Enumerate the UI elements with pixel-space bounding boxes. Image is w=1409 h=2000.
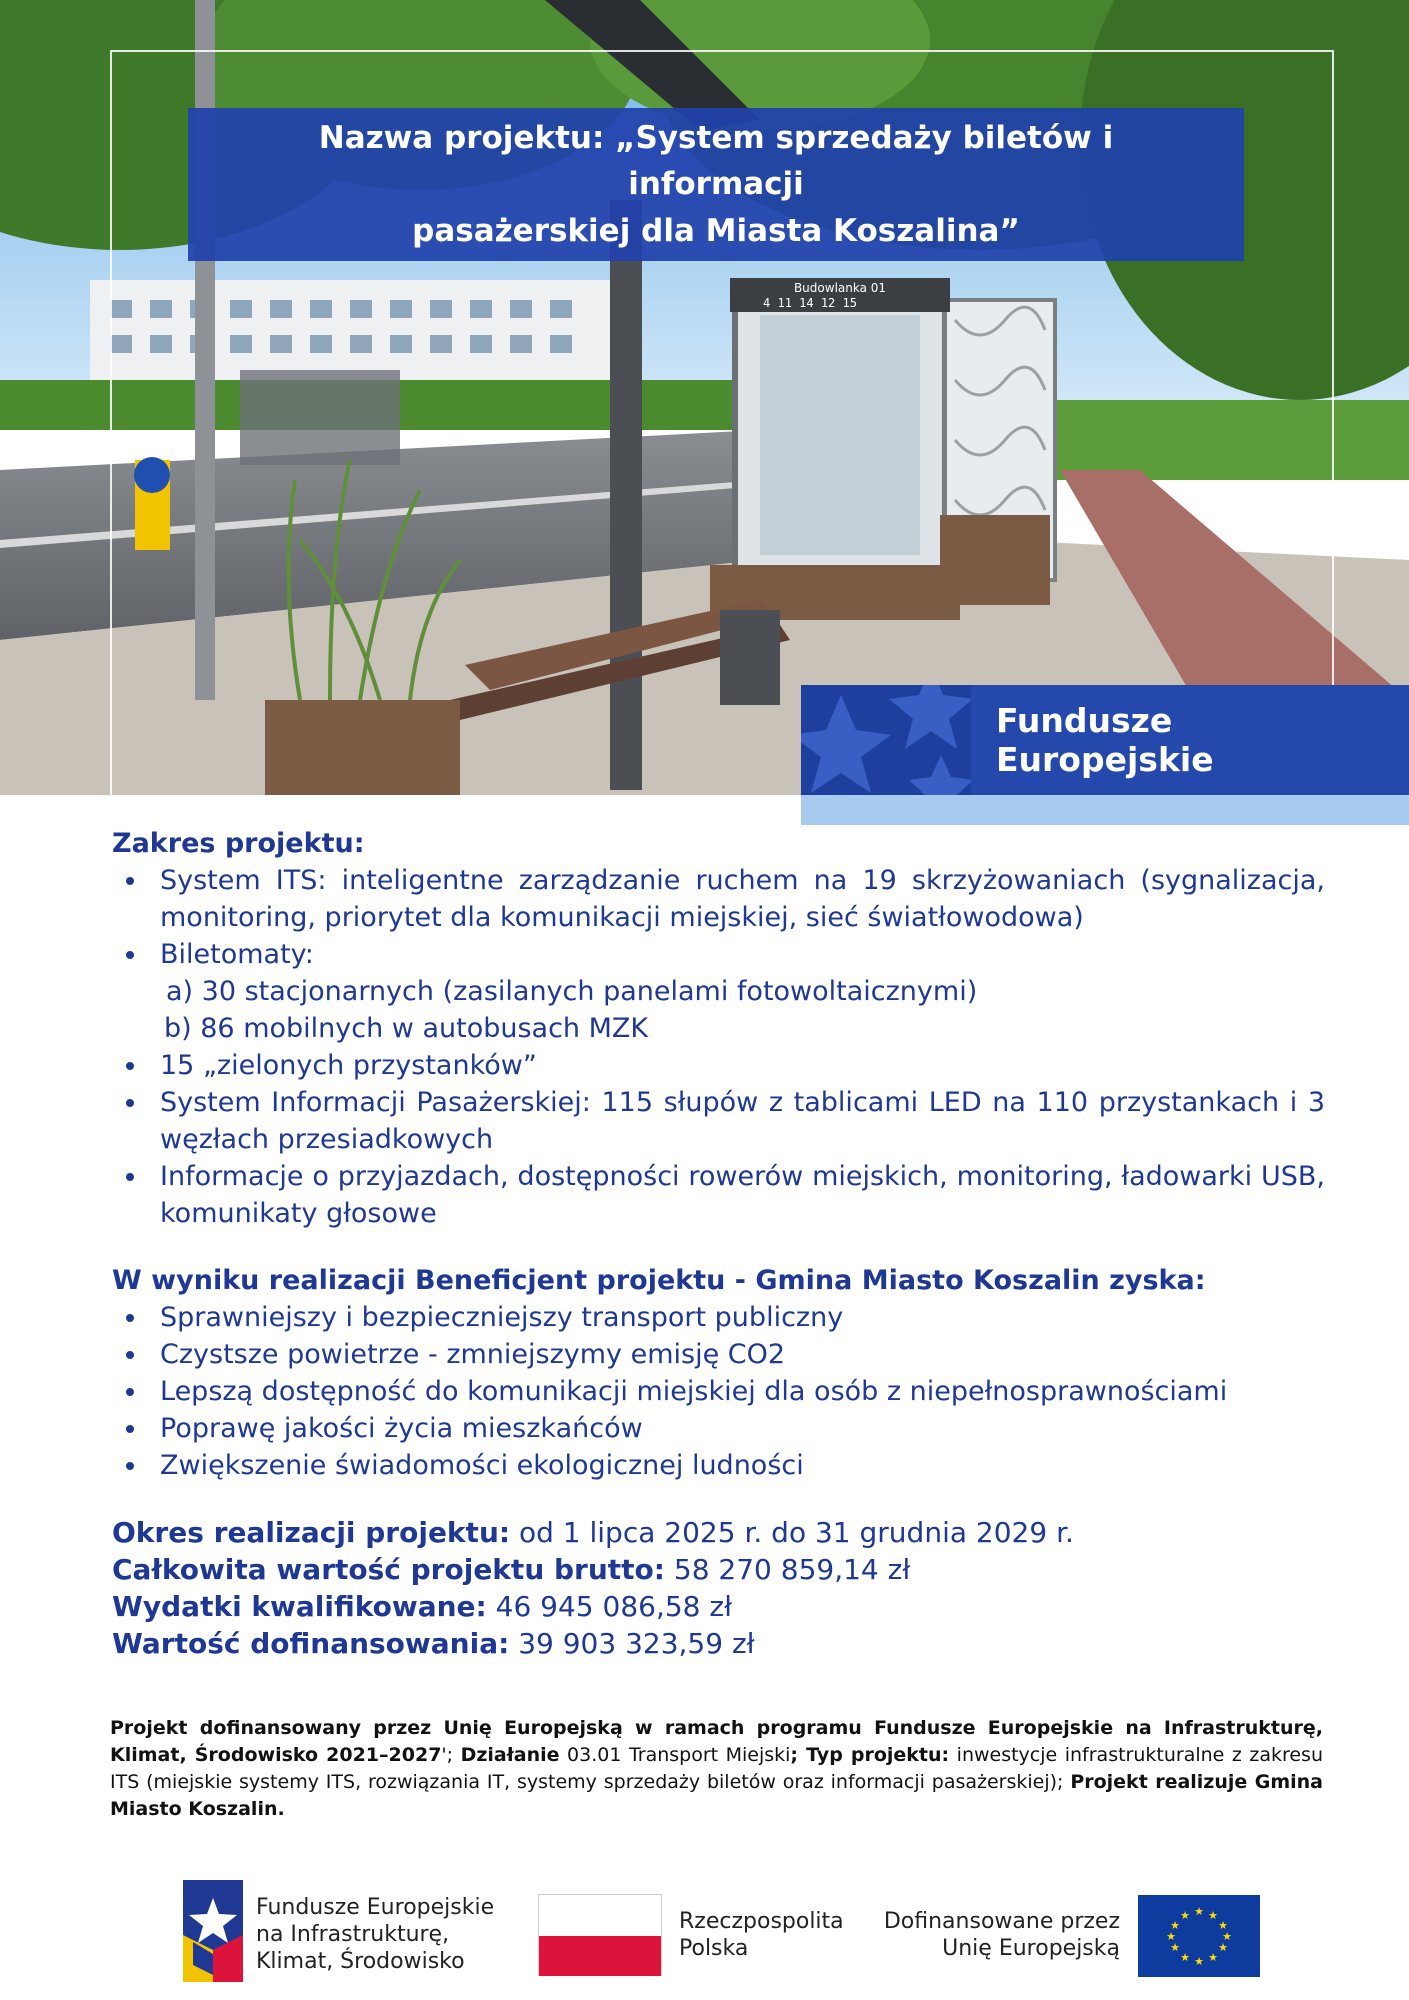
period-value: od 1 lipca 2025 r. do 31 grudnia 2029 r. xyxy=(510,1516,1074,1549)
stop-sign-name: Budowlanka 01 xyxy=(793,281,887,295)
eligible-value: 46 945 086,58 zł xyxy=(486,1590,733,1623)
funding-row xyxy=(112,1625,1325,1662)
svg-text:★: ★ xyxy=(1208,1951,1218,1964)
total-value: 58 270 859,14 zł xyxy=(665,1553,911,1586)
fe-logo-line2: na Infrastrukturę, xyxy=(256,1922,450,1947)
svg-text:★: ★ xyxy=(1170,1941,1180,1954)
eu-logo-line1: Dofinansowane przez xyxy=(883,1909,1120,1934)
svg-text:★: ★ xyxy=(1166,1930,1176,1943)
project-facts xyxy=(112,1514,1325,1662)
svg-text:★: ★ xyxy=(1180,1951,1190,1964)
note-type-label: ; Typ projektu: xyxy=(790,1744,950,1766)
note-beneficiary: Projekt realizuje Gmina Miasto Koszalin. xyxy=(110,1771,1323,1820)
list-item: 15 „zielonych przystanków” xyxy=(112,1047,1325,1084)
svg-text:★: ★ xyxy=(1194,1955,1204,1968)
rp-logo-line1: Rzeczpospolita xyxy=(679,1909,844,1934)
benefits-list xyxy=(112,1299,1325,1484)
note-action-label: Działanie xyxy=(460,1744,560,1766)
rp-logo-text xyxy=(679,1908,844,1962)
svg-text:★: ★ xyxy=(1208,1909,1218,1922)
project-title xyxy=(228,115,1204,255)
list-item: Informacje o przyjazdach, dostępności rowerów miejskich, monitoring, ładowarki USB, komunikaty głosowe xyxy=(112,1158,1325,1232)
sub-item-b: b) 86 mobilnych w autobusach MZK xyxy=(164,1013,649,1044)
scope-list xyxy=(112,862,1325,973)
note-type-value: inwestycje infrastrukturalne z zakresu ITS (miejskie systemy ITS, rozwiązania IT, systemy sprzedaży biletów oraz informacji pasażerskiej); xyxy=(110,1744,1323,1793)
funding-label: Wartość dofinansowania: xyxy=(112,1627,510,1660)
note-program: Projekt dofinansowany przez Unię Europejską w ramach programu Fundusze Europejskie na Infrastrukturę, Klimat, Środowisko 2021–2027 xyxy=(110,1717,1323,1766)
fundusze-europejskie-logo-icon xyxy=(183,1880,243,1982)
benefits-heading: W wyniku realizacji Beneficjent projektu - Gmina Miasto Koszalin zyska: xyxy=(112,1265,1206,1296)
content-section xyxy=(112,825,1325,1662)
badge-label: Fundusze Europejskie xyxy=(996,701,1214,779)
list-item: Lepszą dostępność do komunikacji miejskiej dla osób z niepełnosprawnościami xyxy=(112,1373,1325,1410)
list-item: System ITS: inteligentne zarządzanie ruchem na 19 skrzyżowaniach (sygnalizacja, monitoring, priorytet dla komunikacji miejskiej, sieć światłowodowa) xyxy=(112,862,1325,936)
hero-photo xyxy=(0,0,1409,795)
eligible-row xyxy=(112,1588,1325,1625)
svg-text:★: ★ xyxy=(1218,1919,1228,1932)
list-item: Biletomaty: xyxy=(112,936,1325,973)
fundusze-europejskie-badge xyxy=(801,685,1409,795)
list-item: Zwiększenie świadomości ekologicznej ludności xyxy=(112,1447,1325,1484)
eligible-label: Wydatki kwalifikowane: xyxy=(112,1590,487,1623)
period-row xyxy=(112,1514,1325,1551)
fe-logo-text xyxy=(256,1894,494,1975)
fe-logo-line3: Klimat, Środowisko xyxy=(256,1949,465,1974)
stop-sign-lines: 4 11 14 12 15 xyxy=(763,296,857,310)
eu-logo-line2: Unię Europejską xyxy=(942,1936,1120,1961)
list-item: Czystsze powietrze - zmniejszymy emisję CO2 xyxy=(112,1336,1325,1373)
funding-value: 39 903 323,59 zł xyxy=(509,1627,755,1660)
svg-text:★: ★ xyxy=(1180,1909,1190,1922)
svg-text:★: ★ xyxy=(1218,1941,1228,1954)
logo-bar xyxy=(0,1880,1409,1990)
fe-logo-line1: Fundusze Europejskie xyxy=(256,1895,495,1920)
rp-logo-line2: Polska xyxy=(679,1936,749,1961)
svg-text:★: ★ xyxy=(1222,1930,1232,1943)
svg-text:★: ★ xyxy=(1170,1919,1180,1932)
eu-flag-icon xyxy=(1138,1895,1260,1977)
project-title-line1: Nazwa projektu: „System sprzedaży biletów i informacji xyxy=(318,119,1114,203)
eu-logo-text xyxy=(880,1908,1120,1962)
total-value-row xyxy=(112,1551,1325,1588)
poland-flag-icon xyxy=(538,1894,662,1976)
svg-text:★: ★ xyxy=(1194,1905,1204,1918)
project-title-line2: pasażerskiej dla Miasta Koszalina” xyxy=(412,212,1020,249)
scope-list-continued xyxy=(112,1047,1325,1232)
list-item: Poprawę jakości życia mieszkańców xyxy=(112,1410,1325,1447)
note-program-tail: '; xyxy=(441,1744,461,1766)
total-label: Całkowita wartość projektu brutto: xyxy=(112,1553,665,1586)
scope-heading: Zakres projektu: xyxy=(112,828,365,859)
period-label: Okres realizacji projektu: xyxy=(112,1516,511,1549)
badge-underline-strip xyxy=(801,795,1409,825)
funding-note xyxy=(110,1715,1323,1823)
list-item: System Informacji Pasażerskiej: 115 słupów z tablicami LED na 110 przystankach i 3 węzłach przesiadkowych xyxy=(112,1084,1325,1158)
sub-item-a: a) 30 stacjonarnych (zasilanych panelami fotowoltaicznymi) xyxy=(166,976,978,1007)
project-title-box xyxy=(188,108,1244,261)
note-action-value: 03.01 Transport Miejski xyxy=(559,1744,791,1766)
list-item: Sprawniejszy i bezpieczniejszy transport publiczny xyxy=(112,1299,1325,1336)
stars-pattern-icon xyxy=(801,685,971,795)
